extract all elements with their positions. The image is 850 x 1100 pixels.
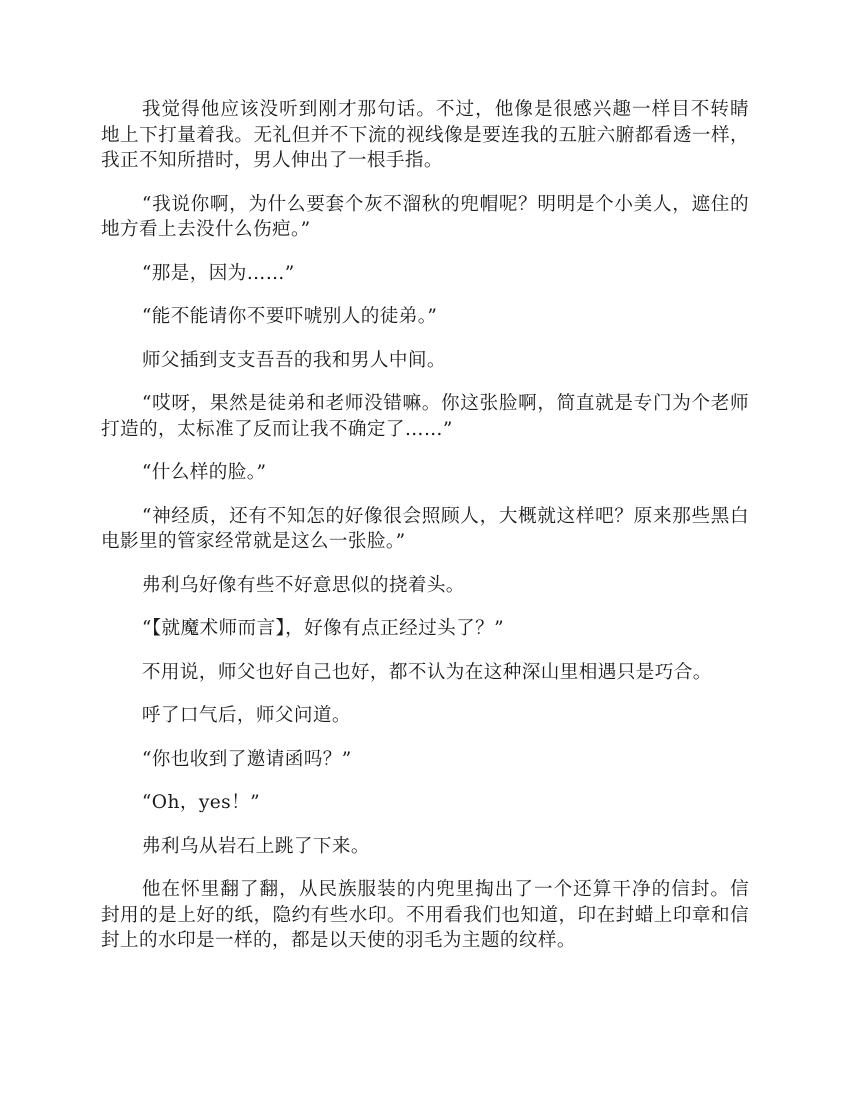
paragraph-6: “哎呀，果然是徒弟和老师没错嘛。你这张脸啊，简直就是专门为个老师打造的，太标准了反而让我不确定了……”	[101, 393, 749, 440]
paragraph-14: “Oh，yes！”	[141, 792, 260, 813]
paragraph-4: “能不能请你不要吓唬别人的徒弟。”	[141, 306, 438, 327]
paragraph-1: 我觉得他应该没听到刚才那句话。不过，他像是很感兴趣一样目不转睛地上下打量着我。无礼但并不下流的视线像是要连我的五脏六腑都看透一样，我正不知所措时，男人伸出了一根手指。	[101, 99, 749, 171]
paragraph-10: “【就魔术师而言】，好像有点正经过头了？”	[141, 618, 504, 639]
paragraph-2: “我说你啊，为什么要套个灰不溜秋的兜帽呢？明明是个小美人，遮住的地方看上去没什么伤疤。”	[101, 193, 749, 240]
paragraph-5: 师父插到支支吾吾的我和男人中间。	[141, 349, 446, 371]
paragraph-11: 不用说，师父也好自己也好，都不认为在这种深山里相遇只是巧合。	[141, 661, 712, 683]
paragraph-12: 呼了口气后，师父问道。	[141, 705, 351, 726]
paragraph-16: 他在怀里翻了翻，从民族服装的内兜里掏出了一个还算干净的信封。信封用的是上好的纸，隐约有些水印。不用看我们也知道，印在封蜡上印章和信封上的水印是一样的，都是以天使的羽毛为主题的纹样。	[101, 879, 749, 951]
paragraph-3: “那是，因为……”	[141, 262, 295, 284]
document-page	[101, 97, 749, 972]
paragraph-13: “你也收到了邀请函吗？”	[141, 748, 352, 770]
paragraph-9: 弗利乌好像有些不好意思似的挠着头。	[141, 574, 465, 596]
paragraph-7: “什么样的脸。”	[141, 462, 267, 483]
paragraph-15: 弗利乌从岩石上跳了下来。	[141, 835, 370, 857]
paragraph-8: “神经质，还有不知怎的好像很会照顾人，大概就这样吧？原来那些黑白电影里的管家经常就是这么一张脸。”	[101, 505, 749, 552]
